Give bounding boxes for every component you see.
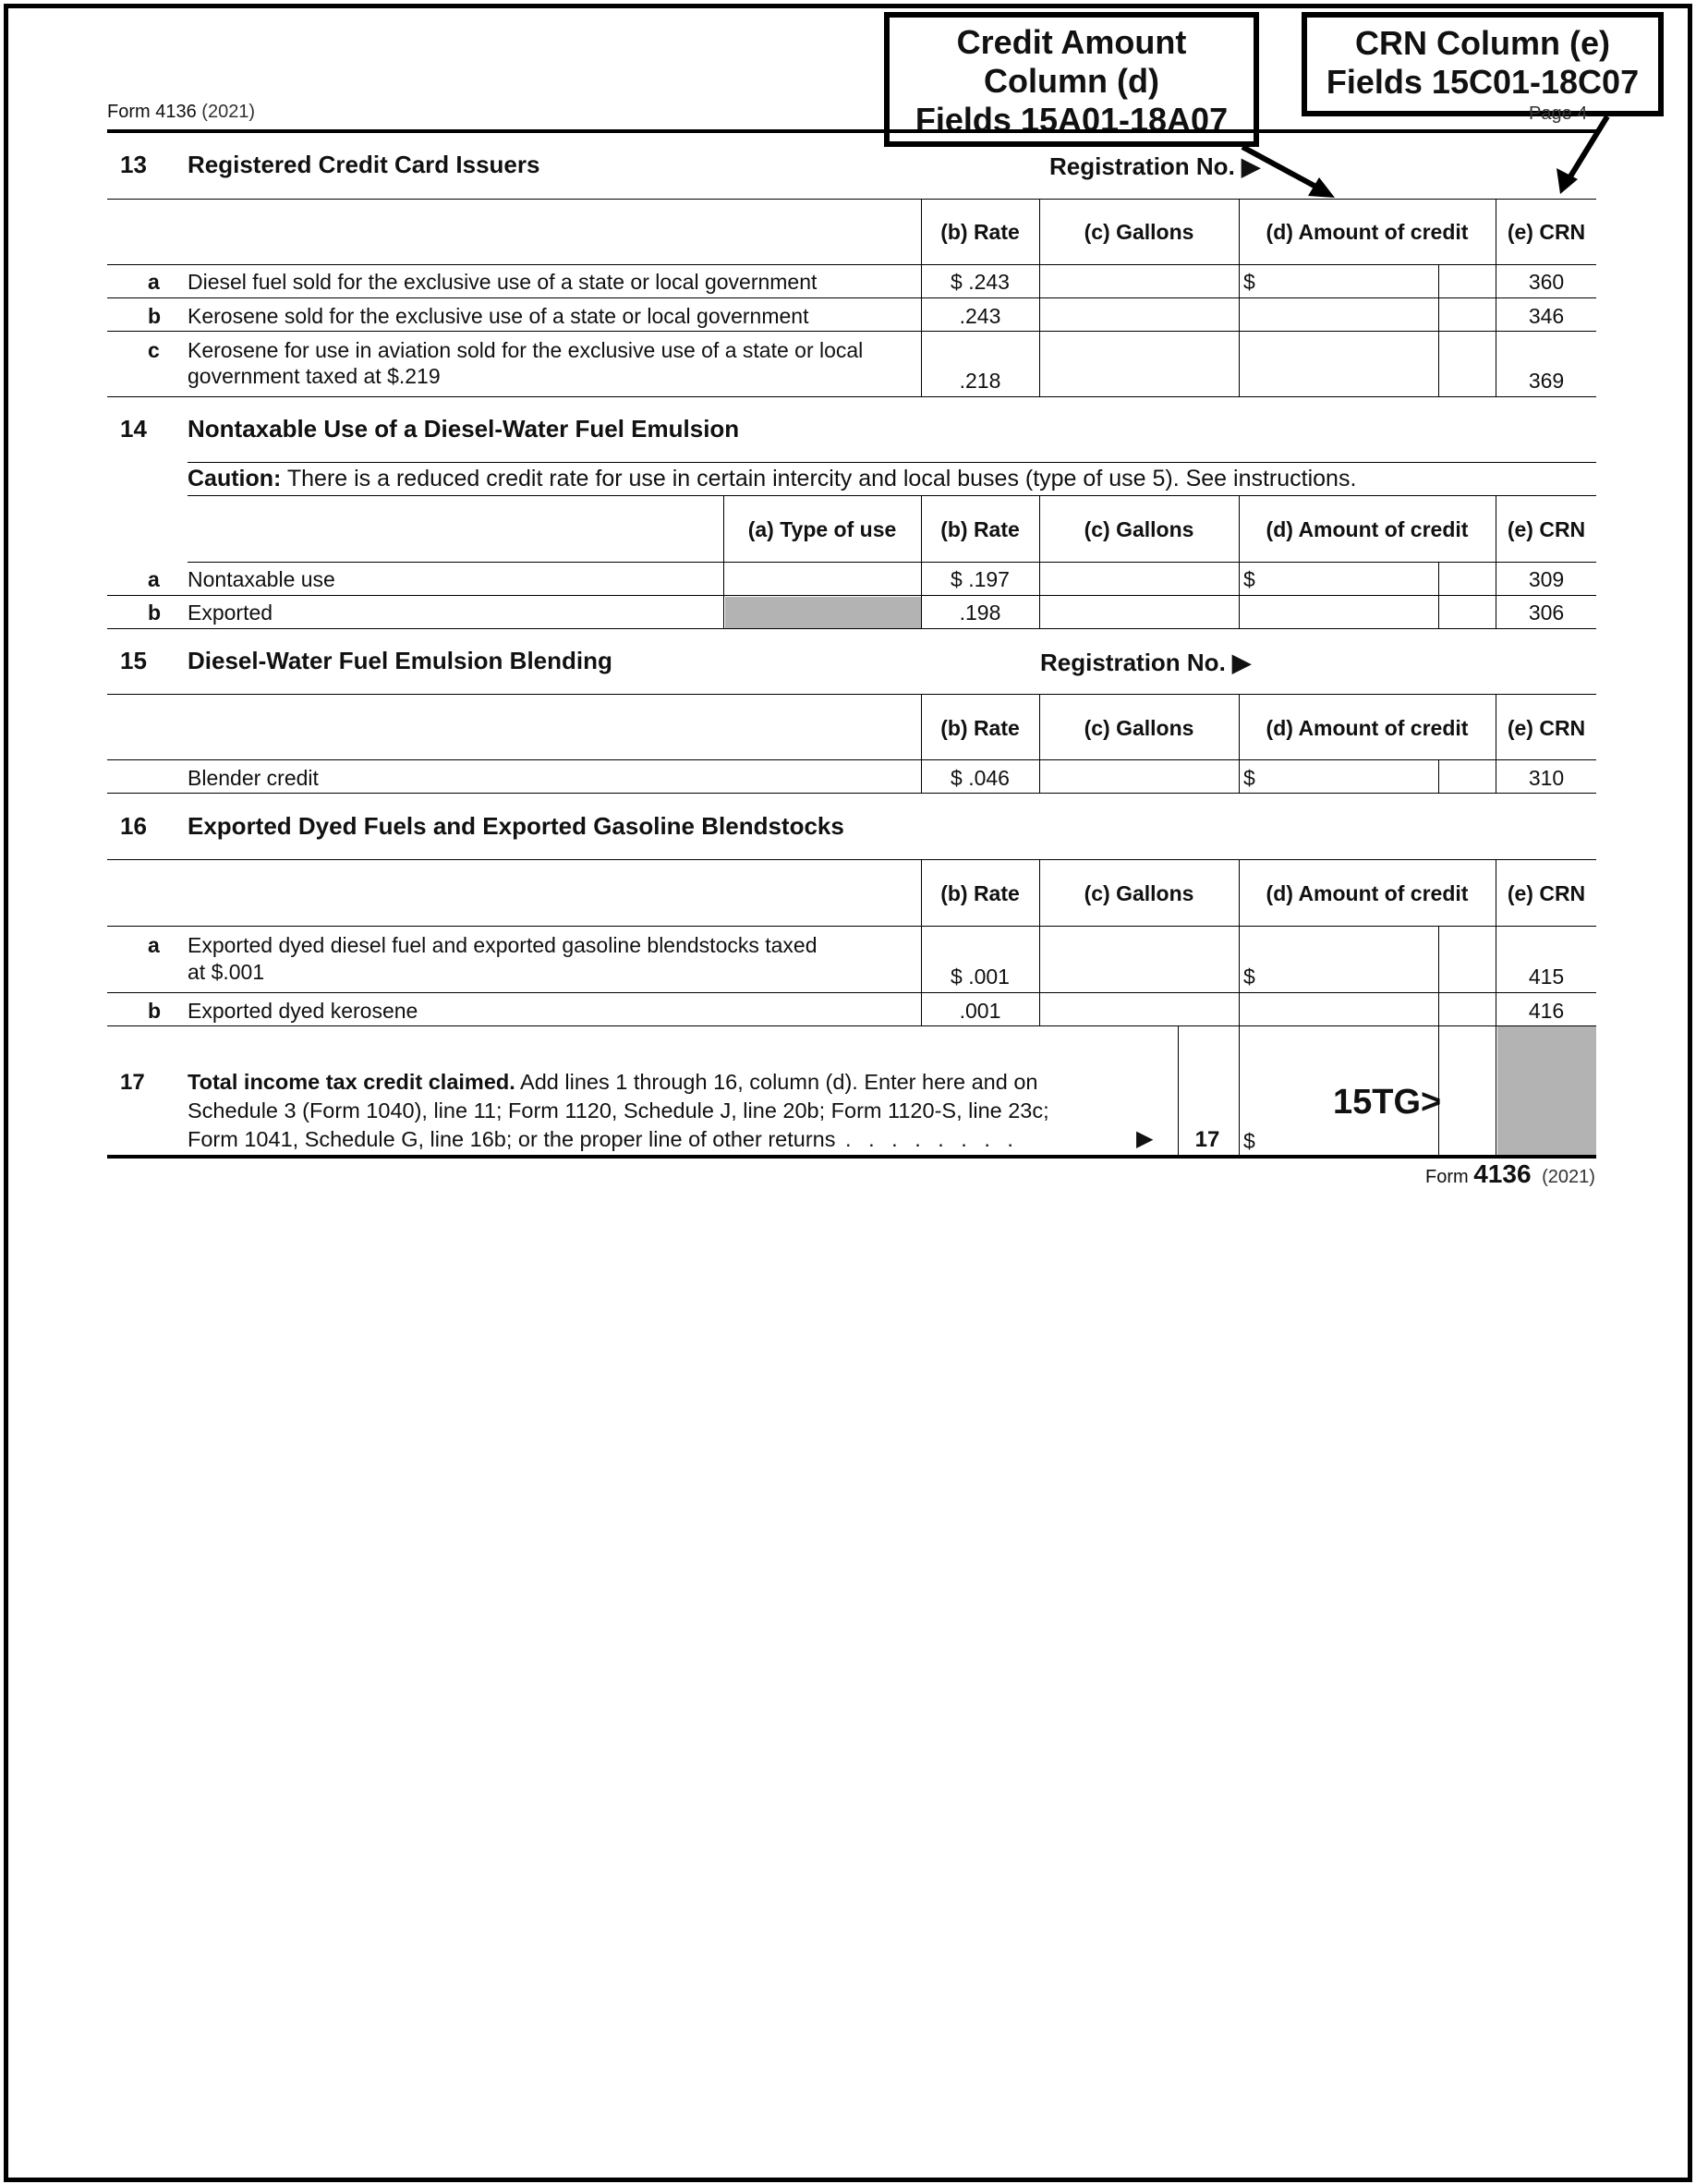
row-rule xyxy=(107,331,1596,332)
line13b-description: Kerosene sold for the exclusive use of a state or local government xyxy=(188,304,809,328)
form-year: (2021) xyxy=(201,102,256,122)
line13b-crn: 346 xyxy=(1528,304,1565,328)
line13-title: Registered Credit Card Issuers xyxy=(188,151,540,178)
line16a-dollar: $ xyxy=(1243,965,1255,989)
line13c-letter: c xyxy=(148,338,160,362)
line13b-letter: b xyxy=(148,304,162,328)
line14-number: 14 xyxy=(120,415,147,443)
line15-rule xyxy=(107,694,1596,695)
column-header-rate: (b) Rate xyxy=(940,881,1020,905)
footer-year: (2021) xyxy=(1542,1167,1595,1187)
column-rule xyxy=(1239,495,1240,628)
column-header-gallons: (c) Gallons xyxy=(1084,220,1194,244)
line14a-dollar: $ xyxy=(1243,567,1255,591)
line16b-crn: 416 xyxy=(1528,999,1565,1023)
line13-rule xyxy=(107,199,1596,200)
line16b-letter: b xyxy=(148,999,162,1023)
line13a-letter: a xyxy=(148,270,160,294)
callout-line: CRN Column (e) xyxy=(1355,24,1610,62)
line16-rule xyxy=(107,859,1596,860)
line13c-description-1: Kerosene for use in aviation sold for the exclusive use of a state or local xyxy=(188,338,864,362)
callout-line: Fields 15C01-18C07 xyxy=(1326,63,1640,101)
line17-dollar: $ xyxy=(1243,1129,1255,1153)
column-header-type-of-use: (a) Type of use xyxy=(747,517,897,541)
line14b-description: Exported xyxy=(188,601,273,625)
column-header-crn: (e) CRN xyxy=(1507,881,1586,905)
column-rule xyxy=(1239,694,1240,793)
line13b-gallons-input[interactable] xyxy=(1042,299,1236,331)
line14b-gallons-input[interactable] xyxy=(1042,597,1236,628)
line14-caution-rule xyxy=(188,495,1596,496)
column-rule xyxy=(1039,859,1040,1025)
callout-line: Credit Amount xyxy=(956,23,1187,61)
column-rule xyxy=(1178,1025,1179,1157)
column-header-gallons: (c) Gallons xyxy=(1084,716,1194,740)
line13b-amount-input[interactable] xyxy=(1242,299,1437,331)
line16a-description-1: Exported dyed diesel fuel and exported gasoline blendstocks taxed xyxy=(188,933,818,957)
line16-title: Exported Dyed Fuels and Exported Gasoline Blendstocks xyxy=(188,812,844,840)
line14b-amount-input[interactable] xyxy=(1242,597,1437,628)
line13c-rate: .218 xyxy=(959,369,1001,393)
line13a-crn: 360 xyxy=(1528,270,1565,294)
line17-shaded-crn-cell xyxy=(1497,1026,1596,1157)
line16a-crn: 415 xyxy=(1528,965,1565,989)
column-rule xyxy=(1039,694,1040,793)
line17-number: 17 xyxy=(120,1070,145,1095)
line17-text-1 xyxy=(188,1070,1037,1095)
line13c-crn: 369 xyxy=(1528,369,1565,393)
line13a-rate: $ .243 xyxy=(951,270,1010,294)
column-rule xyxy=(1039,199,1040,396)
column-header-amount: (d) Amount of credit xyxy=(1266,881,1469,905)
line17-bottom-rule xyxy=(107,1155,1596,1159)
column-rule xyxy=(1438,759,1439,793)
page-number: Page 4 xyxy=(1529,103,1588,124)
column-rule xyxy=(921,859,922,1025)
line15-registration-input[interactable] xyxy=(1256,644,1533,681)
line14b-crn: 306 xyxy=(1528,601,1565,625)
column-rule xyxy=(723,495,724,628)
line14b-shaded-cell xyxy=(725,597,921,628)
line17-instruction-end: Form 1041, Schedule G, line 16b; or the proper line of other returns xyxy=(188,1127,836,1151)
line16-header-rule xyxy=(107,926,1596,927)
line14a-type-of-use-input[interactable] xyxy=(725,563,920,594)
row-rule xyxy=(107,793,1596,794)
line16a-amount-input[interactable] xyxy=(1260,928,1437,990)
line17-arrow-icon: ▶ xyxy=(1136,1126,1154,1151)
line16-number: 16 xyxy=(120,812,147,840)
line14-rule xyxy=(188,462,1596,463)
column-header-amount: (d) Amount of credit xyxy=(1266,517,1469,541)
line17-text-3 xyxy=(188,1127,1019,1152)
line13b-rate: .243 xyxy=(959,304,1001,328)
column-rule xyxy=(1438,264,1439,396)
row-rule xyxy=(107,1025,1596,1026)
column-header-amount: (d) Amount of credit xyxy=(1266,716,1469,740)
form-header-label xyxy=(107,102,255,123)
caution-label: Caution: xyxy=(188,466,282,491)
crn-callout-arrow xyxy=(1568,116,1607,181)
line15-number: 15 xyxy=(120,647,147,674)
line14b-letter: b xyxy=(148,601,162,625)
row-rule xyxy=(107,628,1596,629)
line13c-description-2: government taxed at $.219 xyxy=(188,364,441,388)
line13a-amount-input[interactable] xyxy=(1260,265,1437,297)
line14-caution xyxy=(188,466,1356,492)
column-header-amount: (d) Amount of credit xyxy=(1266,220,1469,244)
line13-number: 13 xyxy=(120,151,147,178)
line16b-amount-input[interactable] xyxy=(1242,994,1437,1025)
line16a-description-2: at $.001 xyxy=(188,960,265,984)
line16a-rate: $ .001 xyxy=(951,965,1010,989)
form-name: Form 4136 xyxy=(107,102,197,122)
column-rule xyxy=(921,495,922,628)
footer-form-word: Form xyxy=(1425,1167,1469,1187)
column-rule xyxy=(1239,859,1240,1025)
column-rule xyxy=(921,694,922,793)
line15-header-rule xyxy=(107,759,1596,760)
column-rule xyxy=(1438,562,1439,628)
callout-line: Fields 15A01-18A07 xyxy=(915,101,1229,139)
line16b-description: Exported dyed kerosene xyxy=(188,999,418,1023)
line17-field-overlay: 15TG> xyxy=(1333,1083,1442,1122)
callout-line: Column (d) xyxy=(984,62,1159,100)
line16a-letter: a xyxy=(148,933,160,957)
line17-text-2: Schedule 3 (Form 1040), line 11; Form 1120, Schedule J, line 20b; Form 1120-S, line 23c; xyxy=(188,1098,1049,1122)
line15-gallons-input[interactable] xyxy=(1042,761,1236,793)
column-header-crn: (e) CRN xyxy=(1507,220,1586,244)
line17-title: Total income tax credit claimed. xyxy=(188,1070,515,1094)
column-header-rate: (b) Rate xyxy=(940,517,1020,541)
line17-total-input[interactable] xyxy=(1260,1027,1437,1155)
line14a-rate: $ .197 xyxy=(951,567,1010,591)
line15-registration-label: Registration No. ▶ xyxy=(1040,649,1252,676)
line17-leader-dots: . . . . . . . . xyxy=(845,1127,1019,1151)
column-rule xyxy=(1239,1025,1240,1157)
line16a-gallons-input[interactable] xyxy=(1042,928,1236,990)
line14a-gallons-input[interactable] xyxy=(1042,563,1236,594)
line15-dollar: $ xyxy=(1243,766,1255,790)
caution-text: There is a reduced credit rate for use in certain intercity and local buses (type of use 5). See instructions. xyxy=(286,466,1357,491)
column-header-gallons: (c) Gallons xyxy=(1084,517,1194,541)
line17-box-number: 17 xyxy=(1194,1127,1220,1152)
line13c-amount-input[interactable] xyxy=(1242,333,1437,395)
header-rule xyxy=(107,129,1596,133)
line15-amount-input[interactable] xyxy=(1260,761,1437,793)
line15-rate: $ .046 xyxy=(951,766,1010,790)
line14-title: Nontaxable Use of a Diesel-Water Fuel Emulsion xyxy=(188,415,740,443)
row-rule xyxy=(107,595,1596,596)
line14b-rate: .198 xyxy=(959,601,1001,625)
line14a-letter: a xyxy=(148,567,160,591)
column-header-crn: (e) CRN xyxy=(1507,517,1586,541)
row-rule xyxy=(107,396,1596,397)
column-rule xyxy=(1239,199,1240,396)
line13c-gallons-input[interactable] xyxy=(1042,333,1236,395)
row-rule xyxy=(107,992,1596,993)
line13-registration-label: Registration No. ▶ xyxy=(1049,152,1261,180)
line17-instruction: Add lines 1 through 16, column (d). Enter here and on xyxy=(520,1070,1038,1094)
line13a-description: Diesel fuel sold for the exclusive use of a state or local government xyxy=(188,270,818,294)
line13-registration-input[interactable] xyxy=(1266,148,1543,185)
line13a-gallons-input[interactable] xyxy=(1042,265,1236,297)
line14a-crn: 309 xyxy=(1528,567,1565,591)
column-rule xyxy=(921,199,922,396)
footer-form-number: 4136 xyxy=(1473,1159,1532,1188)
column-header-gallons: (c) Gallons xyxy=(1084,881,1194,905)
column-rule xyxy=(1438,926,1439,1025)
column-header-rate: (b) Rate xyxy=(940,220,1020,244)
column-rule xyxy=(1039,495,1040,628)
line14a-description: Nontaxable use xyxy=(188,567,335,591)
line14a-amount-input[interactable] xyxy=(1260,563,1437,594)
line13a-dollar: $ xyxy=(1243,270,1255,294)
row-rule xyxy=(107,297,1596,298)
column-header-crn: (e) CRN xyxy=(1507,716,1586,740)
column-header-rate: (b) Rate xyxy=(940,716,1020,740)
line15-title: Diesel-Water Fuel Emulsion Blending xyxy=(188,647,612,674)
line15-description: Blender credit xyxy=(188,766,319,790)
line15-crn: 310 xyxy=(1528,766,1565,790)
line16b-rate: .001 xyxy=(959,999,1001,1023)
line16b-gallons-input[interactable] xyxy=(1042,994,1236,1025)
form-footer xyxy=(1425,1159,1595,1189)
column-rule xyxy=(1438,1025,1439,1157)
